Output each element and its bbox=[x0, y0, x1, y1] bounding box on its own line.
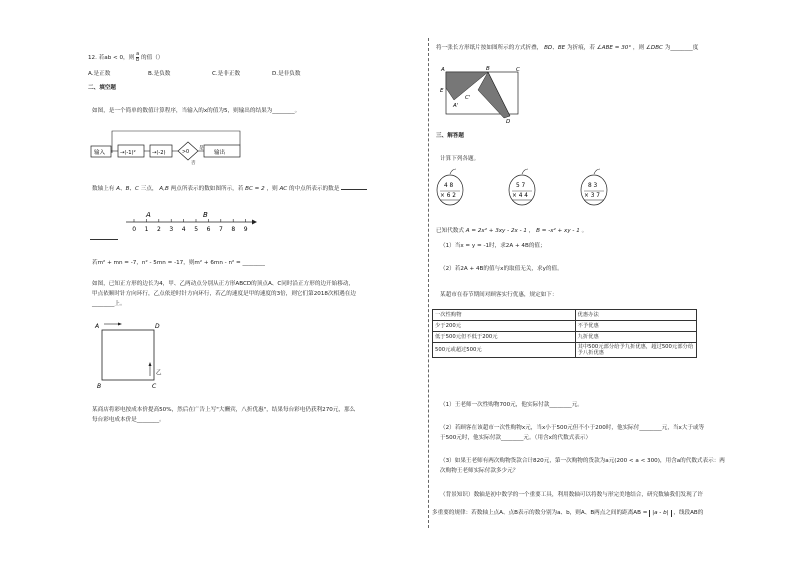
mall-sub3-line2: 次购物王老师实际付款多少元？ bbox=[440, 468, 519, 474]
q12-option-a[interactable]: A.是正数 bbox=[88, 71, 111, 77]
section-2-title: 二、填空题 bbox=[88, 85, 116, 91]
numberline-tick-label: 7 bbox=[219, 226, 223, 233]
numberline-question: 数轴上有 A、B、C 三点， A,B 两点所表示的数如图所示，若 BC = 2 ，则 AC 的中点所表示的数是 bbox=[92, 186, 367, 193]
square-label-yi: 乙 bbox=[156, 370, 162, 376]
mall-sub1: （1）王老师一次性购物700元，他实际付款________元。 bbox=[440, 402, 583, 408]
fold-question: 将一张长方形纸片按如图所示的方式折叠， BD、BE 为折痕，若 ∠ABE = 30° ，则 ∠DBC 为________度 bbox=[436, 45, 699, 51]
discount-table bbox=[432, 309, 697, 358]
background-knowledge-line2: 多重要的规律：若数轴上点A、点B表示的数分别为a、b，则A、B两点之间的距离AB = |a - b| ，线段AB的 bbox=[432, 510, 704, 516]
table-row bbox=[433, 332, 697, 343]
table-cell: 优惠办法 bbox=[575, 310, 696, 321]
table-cell: 一次性购物 bbox=[433, 310, 576, 321]
numberline-tick-label: 6 bbox=[206, 226, 211, 233]
square-label-d: D bbox=[155, 323, 160, 330]
apple-1 bbox=[437, 169, 463, 205]
fold-label-c-prime: C' bbox=[465, 95, 471, 101]
table-row bbox=[433, 343, 697, 358]
polynomial-sub2: （2）若2A + 4B的值与x的取值无关，求y的值。 bbox=[440, 266, 563, 272]
numberline-tick-label: 1 bbox=[144, 226, 149, 233]
table-cell: 500元或超过500元 bbox=[433, 343, 576, 358]
q12-option-d[interactable]: D.是非负数 bbox=[272, 71, 301, 77]
apple-3-bottom: × 3 7 bbox=[584, 193, 600, 199]
numberline-tick-label: 2 bbox=[157, 226, 161, 233]
apple-2-bottom: × 4 4 bbox=[512, 193, 528, 199]
table-cell: 低于500元但不低于200元 bbox=[433, 332, 576, 343]
q12-option-b[interactable]: B.是负数 bbox=[148, 71, 171, 77]
table-row bbox=[433, 321, 697, 332]
background-knowledge-line1: （背景知识）数轴是初中数学的一个重要工具，利用数轴可以将数与形完美地结合，研究数轴我们发现了许 bbox=[440, 492, 703, 498]
number-line bbox=[126, 208, 258, 236]
square-label-a: A bbox=[95, 323, 100, 330]
apple-3-top: 8 3 bbox=[588, 183, 598, 189]
fold-label-b: B bbox=[486, 66, 490, 72]
fold-label-a: A bbox=[441, 67, 445, 73]
fold-diagram bbox=[438, 62, 522, 124]
fold-flap-right bbox=[478, 72, 510, 118]
apple-2-top: 5 7 bbox=[516, 183, 526, 189]
table-cell: 少于200元 bbox=[433, 321, 576, 332]
square-question-line3: ________上。 bbox=[92, 301, 126, 307]
expression-question: 若m² + mn = -7，n² - 5mn = -17，则m² + 6mn - n² = ________ bbox=[92, 260, 265, 266]
numberline-tick-label: 5 bbox=[194, 226, 199, 233]
apple-1-bottom: × 6 2 bbox=[440, 193, 456, 199]
column-divider bbox=[428, 38, 429, 528]
tv-question-line1: 某商店将彩电按成本价提高50%，然后在广告上写"大酬宾，八折优惠"，结果每台彩电仍获利270元，那么 bbox=[92, 407, 356, 413]
flow-yes: 是 bbox=[199, 146, 204, 151]
polynomial-sub1: （1）当x = y = -1时，求2A + 4B的值； bbox=[440, 243, 546, 249]
fold-label-a-prime: A' bbox=[453, 103, 459, 109]
polynomial-question: 已知代数式 A = 2x² + 3xy - 2x - 1 ， B = -x² + xy - 1 。 bbox=[436, 228, 588, 234]
table-cell: 九折优惠 bbox=[575, 332, 696, 343]
square-question-line2: 甲点依顺时针方向环行，乙点依逆时针方向环行，若乙的速度是甲的速度的3倍，则它们第2018次相遇在边 bbox=[92, 291, 356, 297]
mall-sub2-line2: 于500元时，他实际付款________元。（用含x的代数式表示） bbox=[440, 435, 592, 441]
mall-sub3-line1: （3）如果王老师有两次购物货款合计820元，第一次购物的货款为a元(200 < a < 300)，用含a的代数式表示：两 bbox=[440, 458, 725, 464]
table-row bbox=[433, 310, 697, 321]
table-cell: 其中500元部分给予九折优惠，超过500元部分给予八折优惠 bbox=[575, 343, 696, 358]
flow-input-label: 输入 bbox=[94, 150, 106, 156]
apple-problems bbox=[436, 168, 636, 210]
numberline-answer-blank[interactable] bbox=[90, 239, 118, 240]
flowchart bbox=[90, 125, 250, 165]
question-12: 12. 若ab < 0，则 $\frac{a}{b}$ 的值（） bbox=[88, 51, 164, 63]
apple-3 bbox=[581, 169, 607, 205]
numberline-tick-label: 0 bbox=[132, 226, 137, 233]
mall-question: 某超市在春节期间对顾客实行优惠，规定如下： bbox=[440, 292, 558, 298]
mall-sub2-line1: （2）若顾客在该超市一次性购物x元，当x小于500元但不小于200时，他实际付________元，当x大于或等 bbox=[440, 425, 705, 431]
apple-1-top: 4 8 bbox=[444, 183, 454, 189]
table-cell: 不予优惠 bbox=[575, 321, 696, 332]
numberline-label-a: A bbox=[146, 211, 151, 219]
section-3-title: 三、解答题 bbox=[436, 133, 464, 139]
numberline-label-b: B bbox=[203, 211, 208, 219]
flow-cond: >0 bbox=[182, 150, 190, 155]
flow-op2: →(-2) bbox=[152, 150, 166, 156]
apple-2 bbox=[509, 169, 535, 205]
fold-label-d: D bbox=[506, 119, 511, 124]
program-question: 如图，是一个简单的数值计算程序，当输入的x的值为5，则输出的结果为________。 bbox=[92, 108, 301, 114]
square-question-line1: 如图，已知正方形的边长为4，甲、乙两动点分别从正方形ABCD的顶点A、C同时沿正方形的边开始移动， bbox=[92, 281, 355, 287]
q12-option-c[interactable]: C.是非正数 bbox=[212, 71, 241, 77]
square-diagram bbox=[92, 318, 164, 390]
numberline-tick-label: 9 bbox=[243, 226, 248, 233]
numberline-tick-label: 4 bbox=[181, 226, 186, 233]
flow-op1: →(-1)² bbox=[120, 150, 136, 156]
fold-label-c: C bbox=[516, 67, 520, 73]
numberline-tick-label: 3 bbox=[169, 226, 174, 233]
flow-output-label: 输出 bbox=[214, 150, 226, 156]
square-label-b: B bbox=[97, 383, 102, 390]
square-label-c: C bbox=[152, 383, 157, 390]
fold-label-e: E bbox=[440, 88, 444, 94]
flow-no: 否 bbox=[191, 161, 196, 165]
tv-question-line2: 每台彩电成本价是________。 bbox=[92, 417, 165, 423]
calc-question: 计算下列各题。 bbox=[440, 156, 480, 162]
numberline-tick-label: 8 bbox=[231, 226, 236, 233]
